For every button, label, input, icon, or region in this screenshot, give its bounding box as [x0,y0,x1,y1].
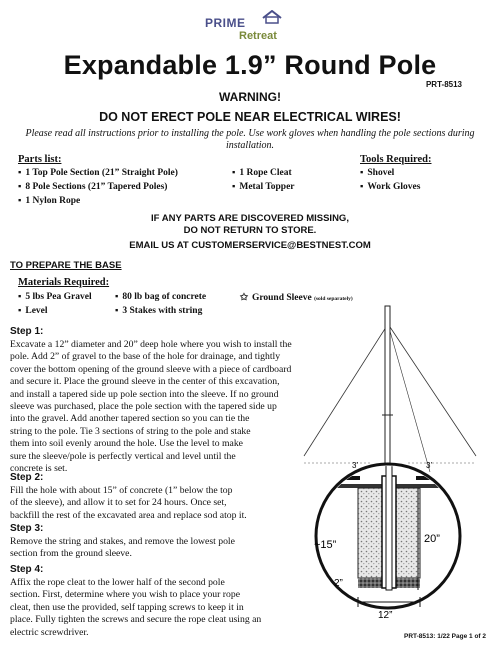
materials-item-label: 5 lbs Pea Gravel [25,292,92,302]
missing-line-1: IF ANY PARTS ARE DISCOVERED MISSING, [151,213,349,224]
step-2-heading: Step 2: [10,472,44,483]
materials-item [18,292,92,302]
step-text-line: backfill the rest of the excavated area and replace sod atop it. [10,509,247,521]
step-3-text [10,536,340,561]
parts-item-label: 8 Pole Sections (21” Tapered Poles) [25,182,168,192]
bullet-icon: ▪ [115,292,119,302]
page-title: Expandable 1.9” Round Pole [63,50,437,80]
parts-item [18,168,178,178]
materials-item-label: 3 Stakes with string [122,306,203,316]
materials-item [18,306,48,316]
guy-rope-right [388,324,476,456]
step-text-line: them into soil evenly around the hole. Use the level to make [10,438,243,450]
materials-item-label: Ground Sleeve [251,293,312,303]
step-3-heading: Step 3: [10,523,44,534]
guy-rope-back [388,324,433,472]
materials-header: Materials Required: [18,277,110,288]
house-icon [261,10,283,24]
step-text-line: Excavate a 12” diameter and 20” deep hole where you wish to install the [10,339,292,350]
step-4-text [10,577,340,639]
pole-in-sleeve [386,450,392,590]
bullet-icon: ▪ [18,292,22,302]
step-1-text [10,339,340,475]
parts-item-label: 1 Nylon Rope [25,196,81,206]
parts-item [232,182,295,192]
intro-text: Please read all instructions prior to installing the pole. Use work gloves when handling the pole sections during installation. [25,128,475,151]
dim-label-12: 12” [378,610,393,621]
step-text-line: place. Fully tighten the screws and secure the rope cleat using an [10,614,262,626]
star-icon: ✩ [240,293,248,303]
step-text-line: electric screwdriver. [10,626,89,638]
bullet-icon: ▪ [115,306,119,316]
step-text-line: of the sleeve), and allow it to set for 24 hours. Once set, [10,497,227,509]
brand-logo [205,10,300,46]
materials-item [115,292,206,302]
parts-item [18,196,80,206]
bullet-icon: ▪ [232,182,236,192]
materials-item-label: 80 lb bag of concrete [122,292,207,302]
step-2-text [10,485,340,522]
logo-prime-text: PRIME [205,16,246,30]
materials-item [115,306,202,316]
parts-list-header: Parts list: [18,154,62,165]
materials-item-label: Level [25,306,48,316]
prepare-base-header: TO PREPARE THE BASE [10,260,122,271]
bullet-icon: ▪ [18,182,22,192]
tools-header: Tools Required: [360,154,432,165]
bullet-icon: ▪ [360,182,364,192]
step-text-line: Fill the hole with about 15” of concrete (1” below the top [10,485,233,496]
dim-label-15: ~15” [314,539,337,551]
parts-item-label: Metal Topper [239,182,295,192]
parts-item [18,182,167,192]
dim-label-20: 20” [424,533,440,545]
electrical-warning: DO NOT ERECT POLE NEAR ELECTRICAL WIRES! [99,110,401,124]
page-footer: PRT-8513: 1/22 Page 1 of 2 [403,633,486,640]
step-4-heading: Step 4: [10,564,44,575]
bullet-icon: ▪ [18,196,22,206]
step-text-line: string to the pole. Tie 3 sections of string to the pole and stake [10,425,251,437]
step-text-line: cover the bottom opening of the ground sleeve with a piece of cardboard [10,363,292,375]
step-text-line: pole. Add 2” of gravel to the base of the hole for drainage, and tightly [10,351,281,363]
parts-item-label: 1 Top Pole Section (21” Straight Pole) [25,168,178,178]
tools-item-label: Shovel [367,168,395,178]
step-text-line: sure the sleeve/pole is perfectly vertical and level until the [10,450,236,462]
step-text-line: and install a tapered side up pole section into the sleeve. If no ground [10,388,279,400]
missing-line-2: DO NOT RETURN TO STORE. [183,225,317,236]
tools-item [360,182,420,192]
step-text-line: Remove the string and stakes, and remove the lowest pole [10,536,235,547]
dim-label-3-right: 3’ [426,461,433,470]
step-text-line: into the gravel. Add another tapered section so you can tie the [10,413,250,425]
step-text-line: sleeve was purchased, place the pole section with the tapered side up [10,401,277,413]
bullet-icon: ▪ [18,168,22,178]
bullet-icon: ▪ [18,306,22,316]
step-text-line: concrete is set. [10,463,68,475]
tools-item [360,168,394,178]
step-text-line: cleat, then use the provided, self tapping screws to keep it in [10,601,244,613]
dim-label-2: 2” [334,578,343,589]
part-number: PRT-8513 [425,80,462,89]
email-contact: EMAIL US AT CUSTOMERSERVICE@BESTNEST.COM [129,240,371,251]
warning-heading: WARNING! [219,90,281,104]
step-text-line: Affix the rope cleat to the lower half of the second pole [10,577,225,588]
missing-parts-notice [0,213,500,237]
parts-item-label: 1 Rope Cleat [239,168,292,178]
bullet-icon: ▪ [232,168,236,178]
tools-item-label: Work Gloves [367,182,421,192]
logo-retreat-text: Retreat [239,30,277,42]
bullet-icon: ▪ [360,168,364,178]
parts-item [232,168,292,178]
step-text-line: section. First, determine where you wish to place your rope [10,589,241,601]
sold-separately-note: (sold separately) [314,296,353,302]
dim-label-3-left: 3’ [352,461,359,470]
step-1-heading: Step 1: [10,326,44,337]
step-text-line: and secure it. Place the ground sleeve in the center of this excavation, [10,376,280,388]
step-text-line: section from the ground sleeve. [10,548,132,560]
